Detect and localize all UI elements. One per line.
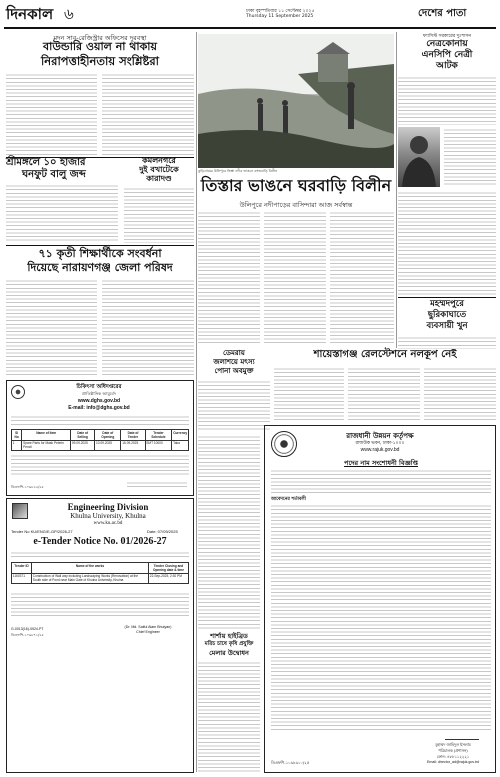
shaestaganj-col2: [348, 366, 420, 422]
award-body: [6, 278, 194, 376]
ku-title: e-Tender Notice No. 01/2026-27: [33, 536, 167, 547]
rajuk-dfp: ডিএফপি-১০৯৮৯১০/২৫: [271, 760, 310, 765]
netrokona-body-side: [444, 127, 496, 187]
rajuk-logo-icon: [271, 431, 297, 457]
shaestaganj-col3: [424, 366, 496, 422]
rajuk-intro: [271, 468, 491, 494]
main-body-col1: [198, 210, 260, 346]
table-cell: Taka: [172, 440, 189, 451]
rajuk-address: রাজউক ভবন, ঢাকা-১০০০: [355, 441, 405, 446]
rajuk-section-head: আবেদনের শর্তাবলী: [271, 497, 306, 502]
main-body-col3: [330, 210, 394, 346]
shaestaganj-col1: [274, 366, 344, 422]
rajuk-name: রাজধানী উন্নয়ন কর্তৃপক্ষ: [346, 432, 414, 440]
ku-table: [11, 562, 189, 584]
demra-headline-2: জলাশয়ে মৎস্য: [213, 358, 255, 366]
table-row: [12, 573, 189, 584]
table-cell: 09.09.2025: [71, 440, 95, 451]
dghs-title: চিকিৎসা অধিদপ্তরের: [76, 384, 122, 390]
table-header: Tender ID: [12, 563, 32, 574]
ku-logo-icon: [12, 503, 28, 519]
mohammadpur-headline-1: মহম্মদপুরে: [430, 299, 464, 309]
dghs-notes: [11, 453, 189, 477]
award-body-col2: [102, 278, 194, 376]
column-rule: [396, 32, 397, 348]
divider: [398, 297, 496, 298]
demra-body: [198, 379, 270, 431]
table-header: Date of Opening: [95, 430, 121, 441]
demra-continued: [198, 434, 260, 630]
netrokona-body: [398, 75, 496, 125]
table-header: Date of Tender: [121, 430, 145, 441]
dghs-table: [11, 429, 189, 451]
netrokona-headline-1: নেত্রকোনায়: [426, 39, 468, 49]
madan-body: [6, 72, 194, 156]
rajuk-ad: [264, 425, 496, 773]
komolnagar-body: [124, 186, 194, 243]
ku-tender-no: Tender No KU/ENG/E-GP/2026-27: [11, 529, 73, 534]
logo: দিনকাল: [6, 5, 54, 23]
rajuk-email: Email: director_ad@rajuk.gov.bd: [427, 760, 479, 764]
sharsha-headline-1: শার্শায় হাইব্রিড: [210, 632, 248, 640]
rajuk-web: www.rajuk.gov.bd: [360, 447, 400, 453]
netrokona-headline-2: এনসিপি নেত্রী: [421, 50, 473, 60]
masthead-date-en: Thursday 11 September 2025: [246, 14, 314, 19]
ku-web: www.ku.ac.bd: [93, 521, 123, 526]
madan-body-col1: [6, 72, 97, 156]
right-kicker: ফ্যাসিস্ট সরকারের দুঃশাসন: [422, 34, 472, 39]
ku-signer-role: Chief Engineer: [136, 630, 160, 634]
komolnagar-headline-3: কারাদণ্ড: [146, 174, 172, 183]
ku-notes: [11, 591, 189, 619]
rajuk-signature-mark: [445, 734, 479, 740]
srimangal-body: [6, 183, 118, 243]
sharsha-body: [198, 660, 260, 772]
ku-division: Engineering Division: [67, 502, 149, 512]
table-header: Date of Selling: [71, 430, 95, 441]
ku-dfp: G-0013(16)-0924-PT: [11, 627, 44, 631]
table-cell: 22-Sep-2025, 2:30 PM: [149, 573, 189, 584]
table-cell: 10.09.2025: [95, 440, 121, 451]
komolnagar-headline-2: দুই বখাটেকে: [139, 165, 179, 174]
srimangal-headline-1: শ্রীমঙ্গলে ১০ হাজার: [6, 157, 86, 168]
table-cell: 16.09.2025: [121, 440, 145, 451]
netrokona-photo: [398, 127, 440, 187]
table-header: Name of Item: [22, 430, 71, 441]
madan-kicker: মদন সাব-রেজিস্ট্রার অফিসের দুরবস্থা: [53, 34, 147, 42]
table-cell: 1: [12, 440, 22, 451]
madan-headline-1: বাউন্ডারি ওয়াল না থাকায়: [43, 40, 157, 53]
masthead-date-bn: ঢাকা বৃহস্পতিবার ১১ সেপ্টেম্বর ২০২৫: [246, 9, 315, 14]
dghs-email: E-mail: info@dghs.gov.bd: [68, 405, 130, 411]
table-cell: Spare Parts for Mask Pelerin Pencil: [22, 440, 71, 451]
table-header-row: [12, 430, 189, 441]
award-headline-1: ৭১ কৃতী শিক্ষার্থীকে সংবর্ধনা: [38, 247, 162, 260]
srimangal-headline-2: ঘনফুট বালু জব্দ: [22, 169, 86, 180]
dghs-web: www.dghs.gov.bd: [77, 398, 121, 404]
erosion-photo: [198, 34, 394, 168]
table-header: Currency: [172, 430, 189, 441]
main-body-col2: [264, 210, 326, 346]
dghs-tender-ad: [6, 380, 194, 496]
ku-signer: (Dr. Md. Saiful Alam Bhuiyan): [124, 625, 172, 629]
shaestaganj-headline: শায়েস্তাগঞ্জ রেলস্টেশনে নলকূপ নেই: [313, 349, 457, 360]
govt-seal-icon: [11, 385, 25, 399]
madan-headline-2: নিরাপত্তাহীনতায় সংশ্লিষ্টরা: [40, 54, 160, 68]
madan-body-col2: [102, 72, 194, 156]
rajuk-signer: মুহাম্মদ জাহিদুল ইসলাম: [435, 742, 471, 747]
main-headline: তিস্তার ভাঙনে ঘরবাড়ি বিলীন: [200, 176, 392, 195]
dghs-subtitle: প্রাতিষ্ঠানিক আয়ুর্বেদ: [81, 391, 117, 396]
ku-dfp-bn: ডিএফপি-১০৯৮৭১/২৫: [11, 633, 44, 637]
rajuk-title: পদের নাম সংশোধনী বিজ্ঞপ্তি: [344, 459, 418, 467]
dghs-intro: [11, 414, 189, 426]
dghs-signature: [127, 480, 187, 490]
komolnagar-headline-1: কমলনগরে: [142, 156, 176, 165]
netrokona-body-more: [398, 190, 496, 295]
demra-headline-1: ডেমরায়: [223, 349, 245, 357]
demra-headline-3: পোনা অবমুক্ত: [214, 367, 254, 375]
table-header: Sl No: [12, 430, 22, 441]
table-header: Tender Closing and Opening date & time: [149, 563, 189, 574]
ku-tender-ad: [6, 498, 194, 773]
table-cell: Construction of Wall way including Landscaping Works (Renovation) at the South side of Pond near Main Gate of Khulna University, Khulna: [32, 573, 149, 584]
mohammadpur-headline-2: ছুরিকাঘাতে: [427, 310, 467, 320]
main-subheadline: উলিপুরে নদীপাড়ের বাসিন্দারা আজ সর্বস্বান্ত: [239, 201, 353, 209]
column-rule: [196, 32, 197, 772]
main-story: [198, 178, 394, 346]
person-graphic: [398, 127, 440, 187]
dghs-dfp: ডিএফপি-১০৯৮২২/২৫: [11, 485, 44, 489]
sharsha-headline-2: মরিচ চাষে কৃষি প্রযুক্তি: [204, 641, 254, 647]
mohammadpur-body: [398, 335, 496, 349]
netrokona-headline-3: আটক: [436, 61, 458, 71]
rajuk-signer-role: পরিচালক (প্রশাসন): [438, 748, 468, 753]
table-cell: SMT 10000: [145, 440, 172, 451]
table-row: [12, 440, 189, 451]
award-body-col1: [6, 278, 97, 376]
masthead: [0, 0, 500, 34]
mohammadpur-headline-3: ব্যবসায়ী খুন: [426, 321, 468, 331]
rajuk-phone: ফোন: ৪৮৮১১২২২১: [436, 754, 470, 759]
table-cell: 1160371: [12, 573, 32, 584]
award-headline-2: দিয়েছে নারায়ণগঞ্জ জেলা পরিষদ: [27, 261, 173, 274]
shaestaganj-body: [274, 366, 496, 422]
page-number: ৬: [64, 5, 74, 23]
sharsha-headline-3: মেলার উদ্বোধন: [209, 649, 249, 657]
ku-intro: [11, 550, 189, 560]
table-header: Name of the works: [32, 563, 149, 574]
rajuk-conditions: [271, 503, 491, 731]
masthead-rule: [4, 27, 496, 29]
photo-caption: কুড়িগ্রামের উলিপুরে তিস্তা নদীর ভাঙনে বসতবাড়ি বিলীন: [198, 169, 278, 173]
table-header-row: [12, 563, 189, 574]
section-title: দেশের পাতা: [418, 8, 467, 19]
divider: [6, 245, 194, 246]
table-header: Tender Schedule: [145, 430, 172, 441]
ku-place: Khulna University, Khulna: [70, 512, 146, 520]
erosion-scene-graphic: [198, 34, 394, 168]
ku-date: Date: 07/09/2025: [147, 529, 178, 534]
